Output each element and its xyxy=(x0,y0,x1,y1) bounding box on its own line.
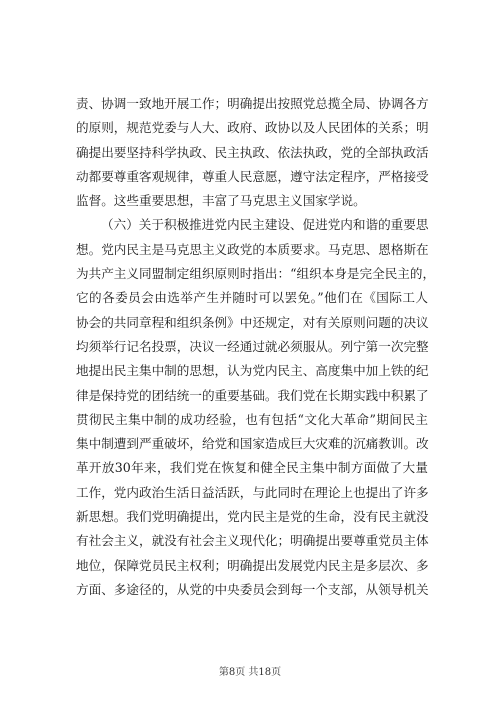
text-line: 想。党内民主是马克思主义政党的本质要求。马克思、恩格斯在 xyxy=(76,241,429,257)
text-line: 革开放30年来，我们党在恢复和健全民主集中制方面做了大量 xyxy=(76,460,428,476)
text-line: 工作，党内政治生活日益活跃，与此同时在理论上也提出了许多 xyxy=(76,484,429,500)
text-line: 均须举行记名投票，决议一经通过就必须服从。列宁第一次完整 xyxy=(76,338,429,354)
text-line: 确提出要坚持科学执政、民主执政、依法执政，党的全部执政活 xyxy=(76,144,429,160)
text-line: 律是保持党的团结统一的重要基础。我们党在长期实践中积累了 xyxy=(76,387,429,403)
text-line: 的原则，规范党委与人大、政府、政协以及人民团体的关系；明 xyxy=(76,120,429,136)
section-heading-line: （六）关于积极推进党内民主建设、促进党内和谐的重要思 xyxy=(101,217,429,233)
text-line: 贯彻民主集中制的成功经验，也有包括“文化大革命”期间民主 xyxy=(76,411,428,427)
text-line: 监督。这些重要思想，丰富了马克思主义国家学说。 xyxy=(76,193,366,209)
text-line: 它的各委员会由选举产生并随时可以罢免。”他们在《国际工人 xyxy=(76,290,428,306)
page-number-footer: 第8页 共18页 xyxy=(218,667,282,678)
text-line: 动都要尊重客观规律，尊重人民意愿，遵守法定程序，严格接受 xyxy=(76,168,429,184)
text-line: 集中制遭到严重破坏，给党和国家造成巨大灾难的沉痛教训。改 xyxy=(76,436,429,452)
text-line: 方面、多途径的，从党的中央委员会到每一个支部，从领导机关 xyxy=(76,581,429,597)
text-line: 协会的共同章程和组织条例》中还规定，对有关原则问题的决议 xyxy=(76,314,429,330)
text-line: 地位，保障党员民主权利；明确提出发展党内民主是多层次、多 xyxy=(76,557,429,573)
body-text xyxy=(76,92,436,602)
text-line: 为共产主义同盟制定组织原则时指出：“组织本身是完全民主的， xyxy=(76,266,436,282)
text-line: 责、协调一致地开展工作；明确提出按照党总揽全局、协调各方 xyxy=(76,96,429,111)
text-line: 有社会主义，就没有社会主义现代化；明确提出要尊重党员主体 xyxy=(76,533,429,549)
text-line: 新思想。我们党明确提出，党内民主是党的生命，没有民主就没 xyxy=(76,509,429,525)
text-line: 地提出民主集中制的思想，认为党内民主、高度集中加上铁的纪 xyxy=(76,363,429,379)
